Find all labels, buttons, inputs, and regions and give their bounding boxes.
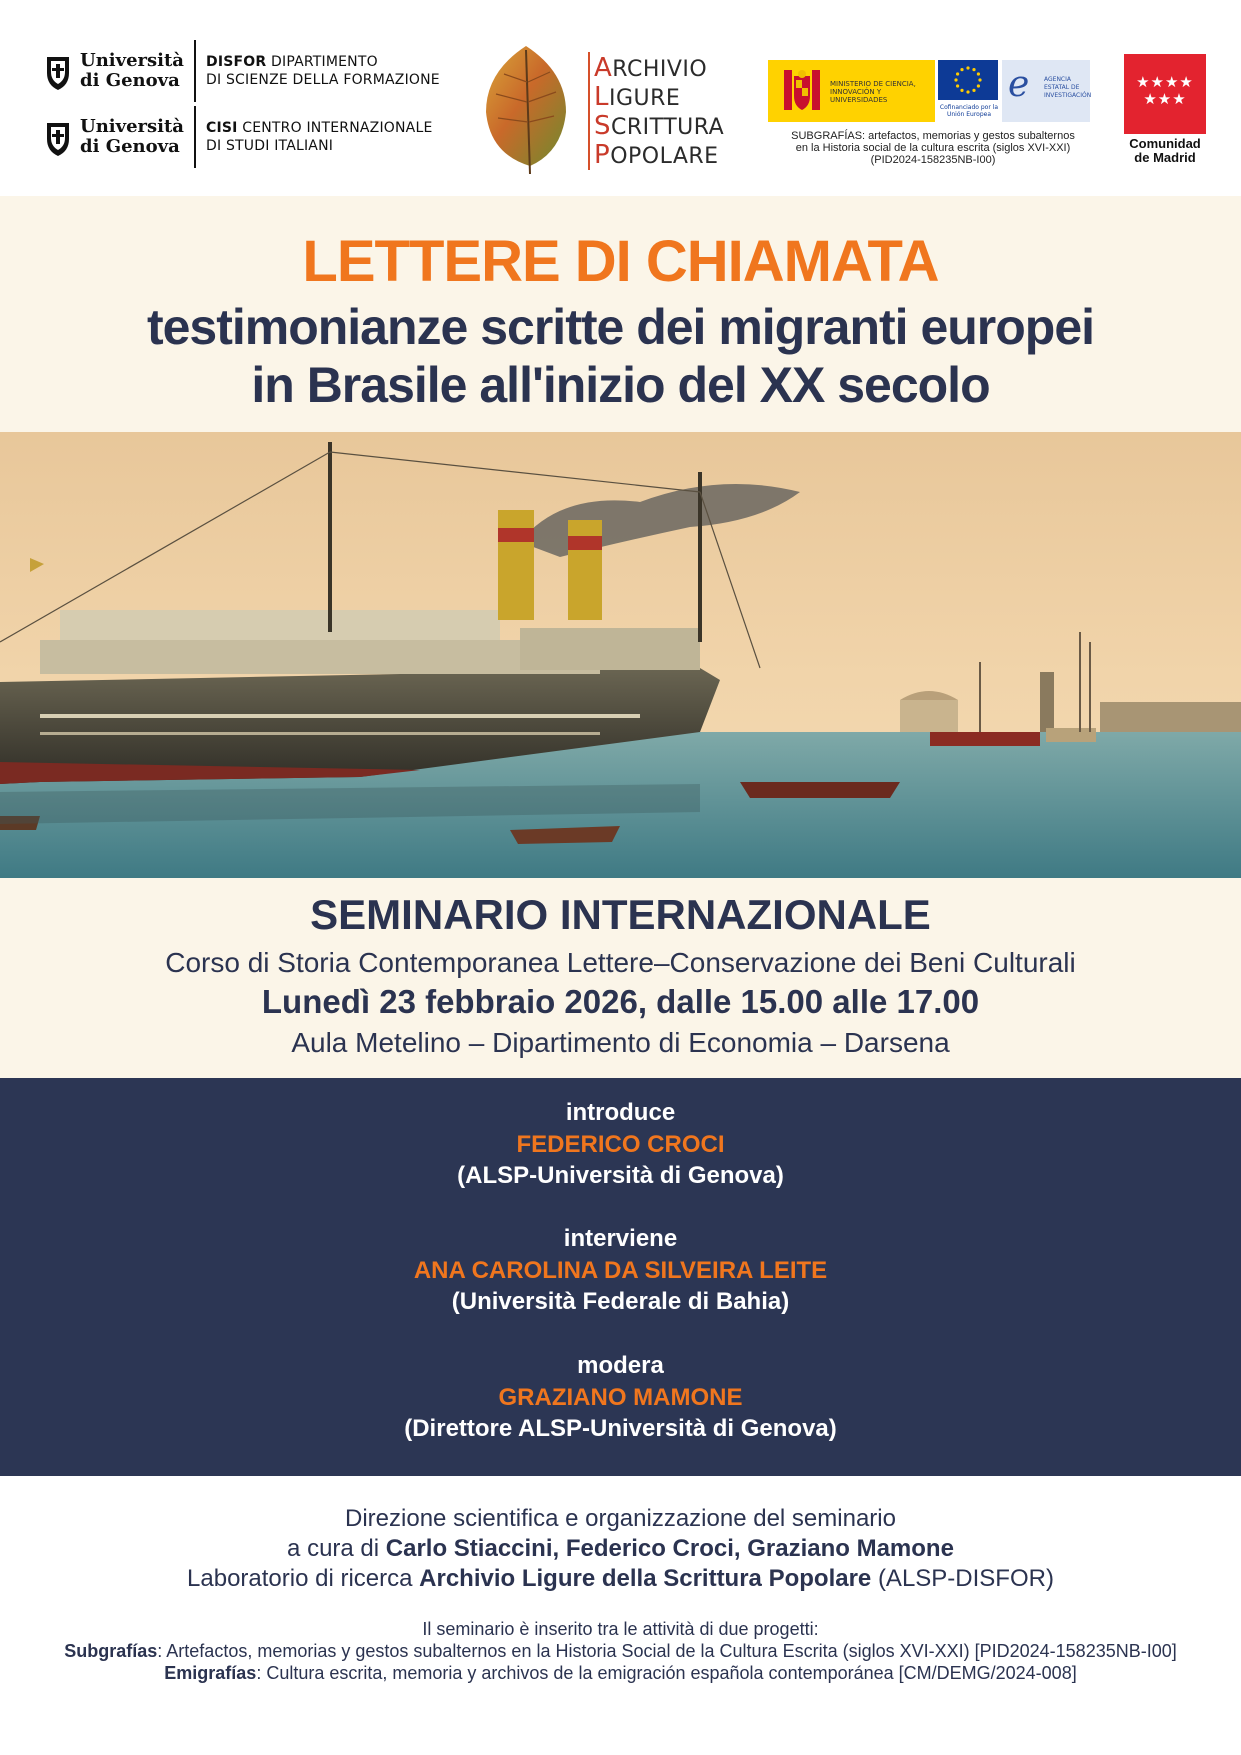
- alsp-cap: P: [594, 140, 611, 170]
- alsp-line: [594, 83, 724, 112]
- subgrafias-line2: en la Historia social de la cultura escrita (siglos XVI-XXI): [795, 142, 1071, 154]
- aei-text: AGENCIA ESTATAL DE INVESTIGACIÓN: [1044, 76, 1092, 99]
- alsp-rest: RCHIVIO: [612, 57, 708, 82]
- speaker-affiliation: (Direttore ALSP-Università di Genova): [404, 1415, 837, 1442]
- speaker-name: GRAZIANO MAMONE: [498, 1384, 743, 1411]
- speaker-role: modera: [577, 1352, 664, 1379]
- madrid-line1: Comunidad: [1129, 136, 1201, 151]
- project-label: Subgrafías: [64, 1641, 158, 1661]
- eu-flag-icon: [938, 60, 998, 100]
- disfor-line1: DIPARTIMENTO: [271, 54, 378, 70]
- seminar-datetime: Lunedì 23 febbraio 2026, dalle 15.00 alle 17.00: [261, 983, 980, 1020]
- disfor-department: [206, 53, 440, 89]
- subtitle-line2: in Brasile all'inizio del XX secolo: [251, 357, 990, 413]
- speaker-affiliation: (ALSP-Università di Genova): [457, 1162, 784, 1189]
- steamship-harbor-illustration: [0, 432, 1241, 878]
- organization-line: Direzione scientifica e organizzazione del seminario: [345, 1505, 896, 1532]
- subgrafias-caption: [768, 130, 1098, 166]
- alsp-cap: A: [594, 53, 613, 83]
- unige-crest-icon: [44, 117, 72, 157]
- alsp-rest: IGURE: [609, 86, 681, 111]
- seminar-title: SEMINARIO INTERNAZIONALE: [310, 891, 931, 938]
- subgrafias-line1: SUBGRAFÍAS: artefactos, memorias y gestos subalternos: [791, 130, 1075, 142]
- unige-name-line2: di Genova: [80, 70, 180, 91]
- aei-e-icon: e: [1008, 64, 1030, 105]
- speaker-name: FEDERICO CROCI: [516, 1131, 725, 1158]
- alsp-rest: CRITTURA: [611, 115, 725, 140]
- alsp-cap: S: [594, 111, 612, 141]
- unige-name: [80, 117, 184, 157]
- project-text: : Artefactos, memorias y gestos subalternos en la Historia Social de la Cultura Escrita (siglos XVI-XXI) [PID2024-158235NB-I00]: [157, 1641, 1177, 1661]
- unige-crest-icon: [44, 51, 72, 91]
- header-logos: [0, 0, 1241, 196]
- alsp-line: [594, 141, 724, 170]
- event-subtitle: [0, 298, 1241, 414]
- logo-divider: [194, 106, 196, 168]
- curators-names: Carlo Stiaccini, Federico Croci, Graziano Mamone: [385, 1535, 954, 1562]
- project-text: : Cultura escrita, memoria y archivos de la emigración española contemporánea [CM/DEMG/2024-008]: [256, 1663, 1077, 1683]
- lab-name: Archivio Ligure della Scrittura Popolare: [419, 1565, 872, 1592]
- speaker-role: introduce: [565, 1099, 676, 1126]
- alsp-logo-text: [594, 54, 724, 170]
- alsp-leaf-icon: [480, 42, 572, 176]
- speaker-role: interviene: [563, 1225, 678, 1252]
- spain-coat-of-arms-icon: [780, 66, 824, 114]
- project-emigrafias: [0, 1662, 1241, 1684]
- ministry-text: MINISTERIO DE CIENCIA, INNOVACIÓN Y UNIVERSIDADES: [830, 80, 916, 104]
- unige-name: [80, 51, 184, 91]
- project-subgrafias: [0, 1640, 1241, 1662]
- disfor-line2: DI SCIENZE DELLA FORMAZIONE: [206, 72, 440, 88]
- cisi-line1: CENTRO INTERNAZIONALE: [242, 120, 433, 136]
- projects-intro: Il seminario è inserito tra le attività di due progetti:: [422, 1619, 819, 1639]
- lab-prefix: Laboratorio di ricerca: [187, 1565, 413, 1592]
- cisi-center: [206, 119, 433, 155]
- alsp-rest: OPOLARE: [610, 144, 719, 169]
- disfor-abbr: DISFOR: [206, 54, 267, 70]
- subgrafias-line3: (PID2024-158235NB-I00): [870, 154, 996, 166]
- unige-name-line2: di Genova: [80, 136, 180, 157]
- cisi-abbr: CISI: [206, 120, 238, 136]
- speaker-affiliation: (Università Federale di Bahia): [451, 1288, 790, 1315]
- logo-divider: [194, 40, 196, 102]
- unige-name-line1: Università: [80, 116, 184, 137]
- curators-line: [0, 1534, 1241, 1564]
- subtitle-line1: testimonianze scritte dei migranti europei: [146, 299, 1095, 355]
- alsp-line: [594, 54, 724, 83]
- alsp-cap: L: [594, 82, 609, 112]
- madrid-name: [1116, 137, 1214, 165]
- unige-disfor-logo: [44, 40, 440, 102]
- cisi-line2: DI STUDI ITALIANI: [206, 138, 334, 154]
- lab-suffix: (ALSP-DISFOR): [877, 1565, 1054, 1592]
- madrid-line2: de Madrid: [1134, 150, 1196, 165]
- lab-line: [0, 1564, 1241, 1594]
- event-title: LETTERE DI CHIAMATA: [302, 229, 939, 294]
- alsp-divider: [588, 52, 590, 170]
- seminar-course: Corso di Storia Contemporanea Lettere–Conservazione dei Beni Culturali: [165, 947, 1076, 978]
- speaker-name: ANA CAROLINA DA SILVEIRA LEITE: [413, 1257, 828, 1284]
- seminar-venue: Aula Metelino – Dipartimento di Economia – Darsena: [291, 1027, 950, 1058]
- alsp-line: [594, 112, 724, 141]
- eu-caption: Cofinanciado por la Unión Europea: [939, 104, 999, 118]
- project-label: Emigrafías: [164, 1663, 257, 1683]
- curators-prefix: a cura di: [287, 1535, 380, 1562]
- madrid-stars-icon: ★★★★ ★★★: [1136, 73, 1194, 108]
- unige-name-line1: Università: [80, 50, 184, 71]
- unige-cisi-logo: [44, 106, 433, 168]
